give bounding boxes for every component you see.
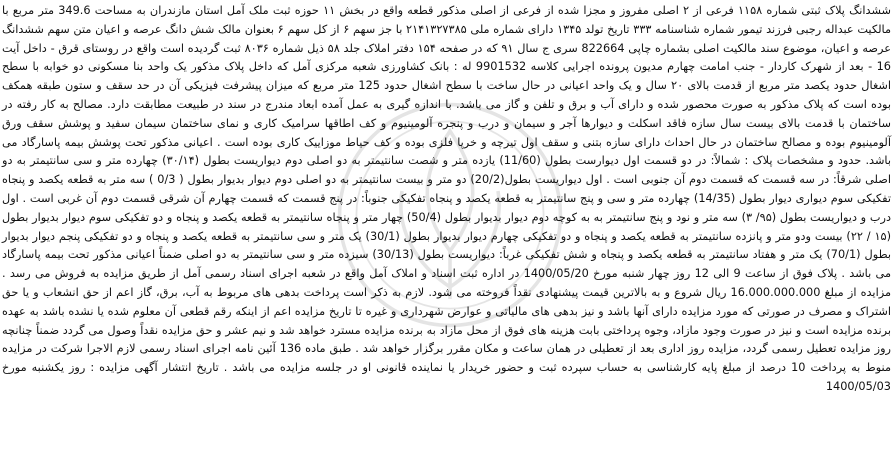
publish-date-label: روز یکشنبه مورخ (2, 361, 86, 375)
notice-body-text: ششدانگ پلاک ثبتی شماره ۱۱۵۸ فرعی از ۲ اصلی مفروز و مجزا شده از فرعی از اصلی مذکور قطعه واقع در بخش ۱۱ حوزه ثبت ملک آمل استان مازندران به مساحت 349.6 متر مربع با مالکیت عبداله رجبی فرزند تیمور شماره شناسنامه ۳۳۳ تاریخ تولد ۱۳۴۵ دارای شماره ملی ۲۱۴۱۳۲۷۳۸۵ با جز سهم ۶ از کل سهم ۶ بعنوان مالک شش دانگ عرصه و اعیان متن سهم ششدانگ عرصه و اعیان، موضوع سند مالکیت اصلی بشماره چاپی 822664 سری ج سال ۹۱ که در صفحه ۱۵۴ دفتر املاک جلد ۵۸ ذیل شماره ۸۰۳۶ ثبت گردیده است واقع در روستای قرق - داخل آیت 16 - بعد از شهرک کاردار - جنب امامت چهارم مدیون پرونده اجرایی کلاسه 9901532 له : بانک کشاورزی شعبه مرکزی آمل که داخل پلاک مذکور یک واحد بنا مسکونی دو خوابه با سطح اشغال حدود یکصد متر مربع از قدمت بالای ۲۰ سال و یک واحد اعیانی در حال ساخت با سطح اشغال حدود 125 متر مربع که میزان پیشرفت فیزیکی آن در حد سقف و ستون طبقه همکف بوده است که پلاک مذکور به صورت محصور شده و دارای آب و برق و تلفن و گاز می باشد. با اندازه گیری به عمل آمده ابعاد مندرج در سند در طبیعت مطابقت دارد. مصالح به کار رفته در ساختمان با قدمت بالای بیست سال سازه فاقد اسکلت و دیوارها آجر و سیمان و درب و پنجره آلومینیوم و کف اطاقها سرامیک کاری و نمای ساختمان سیمان سفید و پوشش سقف ورق آلومینیوم بوده و مصالح ساختمان در حال احداث دارای سازه بتنی و سقف اول تیرچه و خرپا فلزی بوده و کف حیاط موزاییک کاری بوده است . اعیانی مذکور تحت پوشش بیمه پاسارگاد می باشد. حدود و مشخصات پلاک : شمالاً: در دو قسمت اول دیوارست بطول (11/60) یازده متر و شصت سانتیمتر به دو اصلی دوم دیواریست بطول (۳۰/۱۴) چهارده متر و سی سانتیمتر به دو اصلی شرقاً: در سه قسمت که قسمت دوم آن جنوبی است . اول دیواریست بطول(20/2) دو متر و بیست سانتیمتر به دو اصلی دوم دیوار بدیوار بطول ( 0/3 ) سه متر به قطعه یکصد و پنجاه تفکیکی سوم دیواری دیوار بطول (14/35) چهارده متر و سی و پنج سانتیمتر به قطعه یکصد و پنجاه تفکیکی جنوباً: در پنج قسمت که قسمت چهارم آن شرقی قسمت دوم آن غربی است . اول درب و دیواریست بطول (۹۵/ ۳) سه متر و نود و پنج سانتیمتر به به کوچه دوم دیوار بدیوار بطول (50/4) چهار متر و پنجاه سانتیمتر به قطعه یکصد و پنجاه و دو تفکیکی سوم دیوار بدیوار بطول (۱۵ / ۲۲) بیست ودو متر و پانزده سانتیمتر به قطعه یکصد و پنجاه و دو تفکیکی چهارم دیوار بدیوار بطول (30/1) یک متر و سی سانتیمتر به قطعه یکصد و پنجاه و دو تفکیکی پنجم دیوار بدیوار بطول (70/1) یک متر و هفتاد سانتیمتر به قطعه یکصد و پنجاه و شش تفکیکی غرباً: دیواریست بطول (30/13) سیزده متر و سی سانتیمتر به دو اصلی ضمناً اعیانی مذکور تحت بیمه پاسارگاد می باشد . پلاک فوق از ساعت 9 الی 12 روز چهار شنبه مورخ 1400/05/20 در اداره ثبت اسناد و املاک آمل واقع در شعبه اجرای اسناد رسمی آمل از طریق مزایده به فروش می رسد . مزایده از مبلغ 16.000.000.000 ریال شروع و به بالاترین قیمت پیشنهادی نقداً فروخته می شود. لازم به ذکر است پرداخت بدهی های مربوط به آب، برق، گاز اعم از حق انشعاب و یا حق اشتراک و مصرف در صورتی که مورد مزایده دارای آنها باشد و نیز بدهی های مالیاتی و عوارض شهرداری و غیره تا تاریخ مزایده اعم از اینکه رقم قطعی آن معلوم شده یا نشده باشد به عهده برنده مزایده است و نیز در صورت وجود مازاد، وجوه پرداختی بابت هزینه های فوق از محل مازاد به برنده مزایده مسترد خواهد شد و نیم عشر و حق مزایده نقداً وصول می گردد ضمناً چنانچه روز مزایده تعطیل رسمی گردد، مزایده روز اداری بعد از تعطیلی در همان ساعت و مکان مقرر برگزار خواهد شد . طبق ماده 136 آئین نامه اجرای اسناد رسمی لازم الاجرا شرکت در مزایده منوط به پرداخت 10 درصد از مبلغ پایه کارشناسی به حساب سپرده ثبت و حضور خریدار یا نماینده قانونی او در جلسه مزایده می باشد . تاریخ انتشار آگهی مزایده : (2, 4, 892, 375)
auction-notice (2, 2, 891, 397)
publish-date: 1400/05/03 (825, 379, 891, 393)
